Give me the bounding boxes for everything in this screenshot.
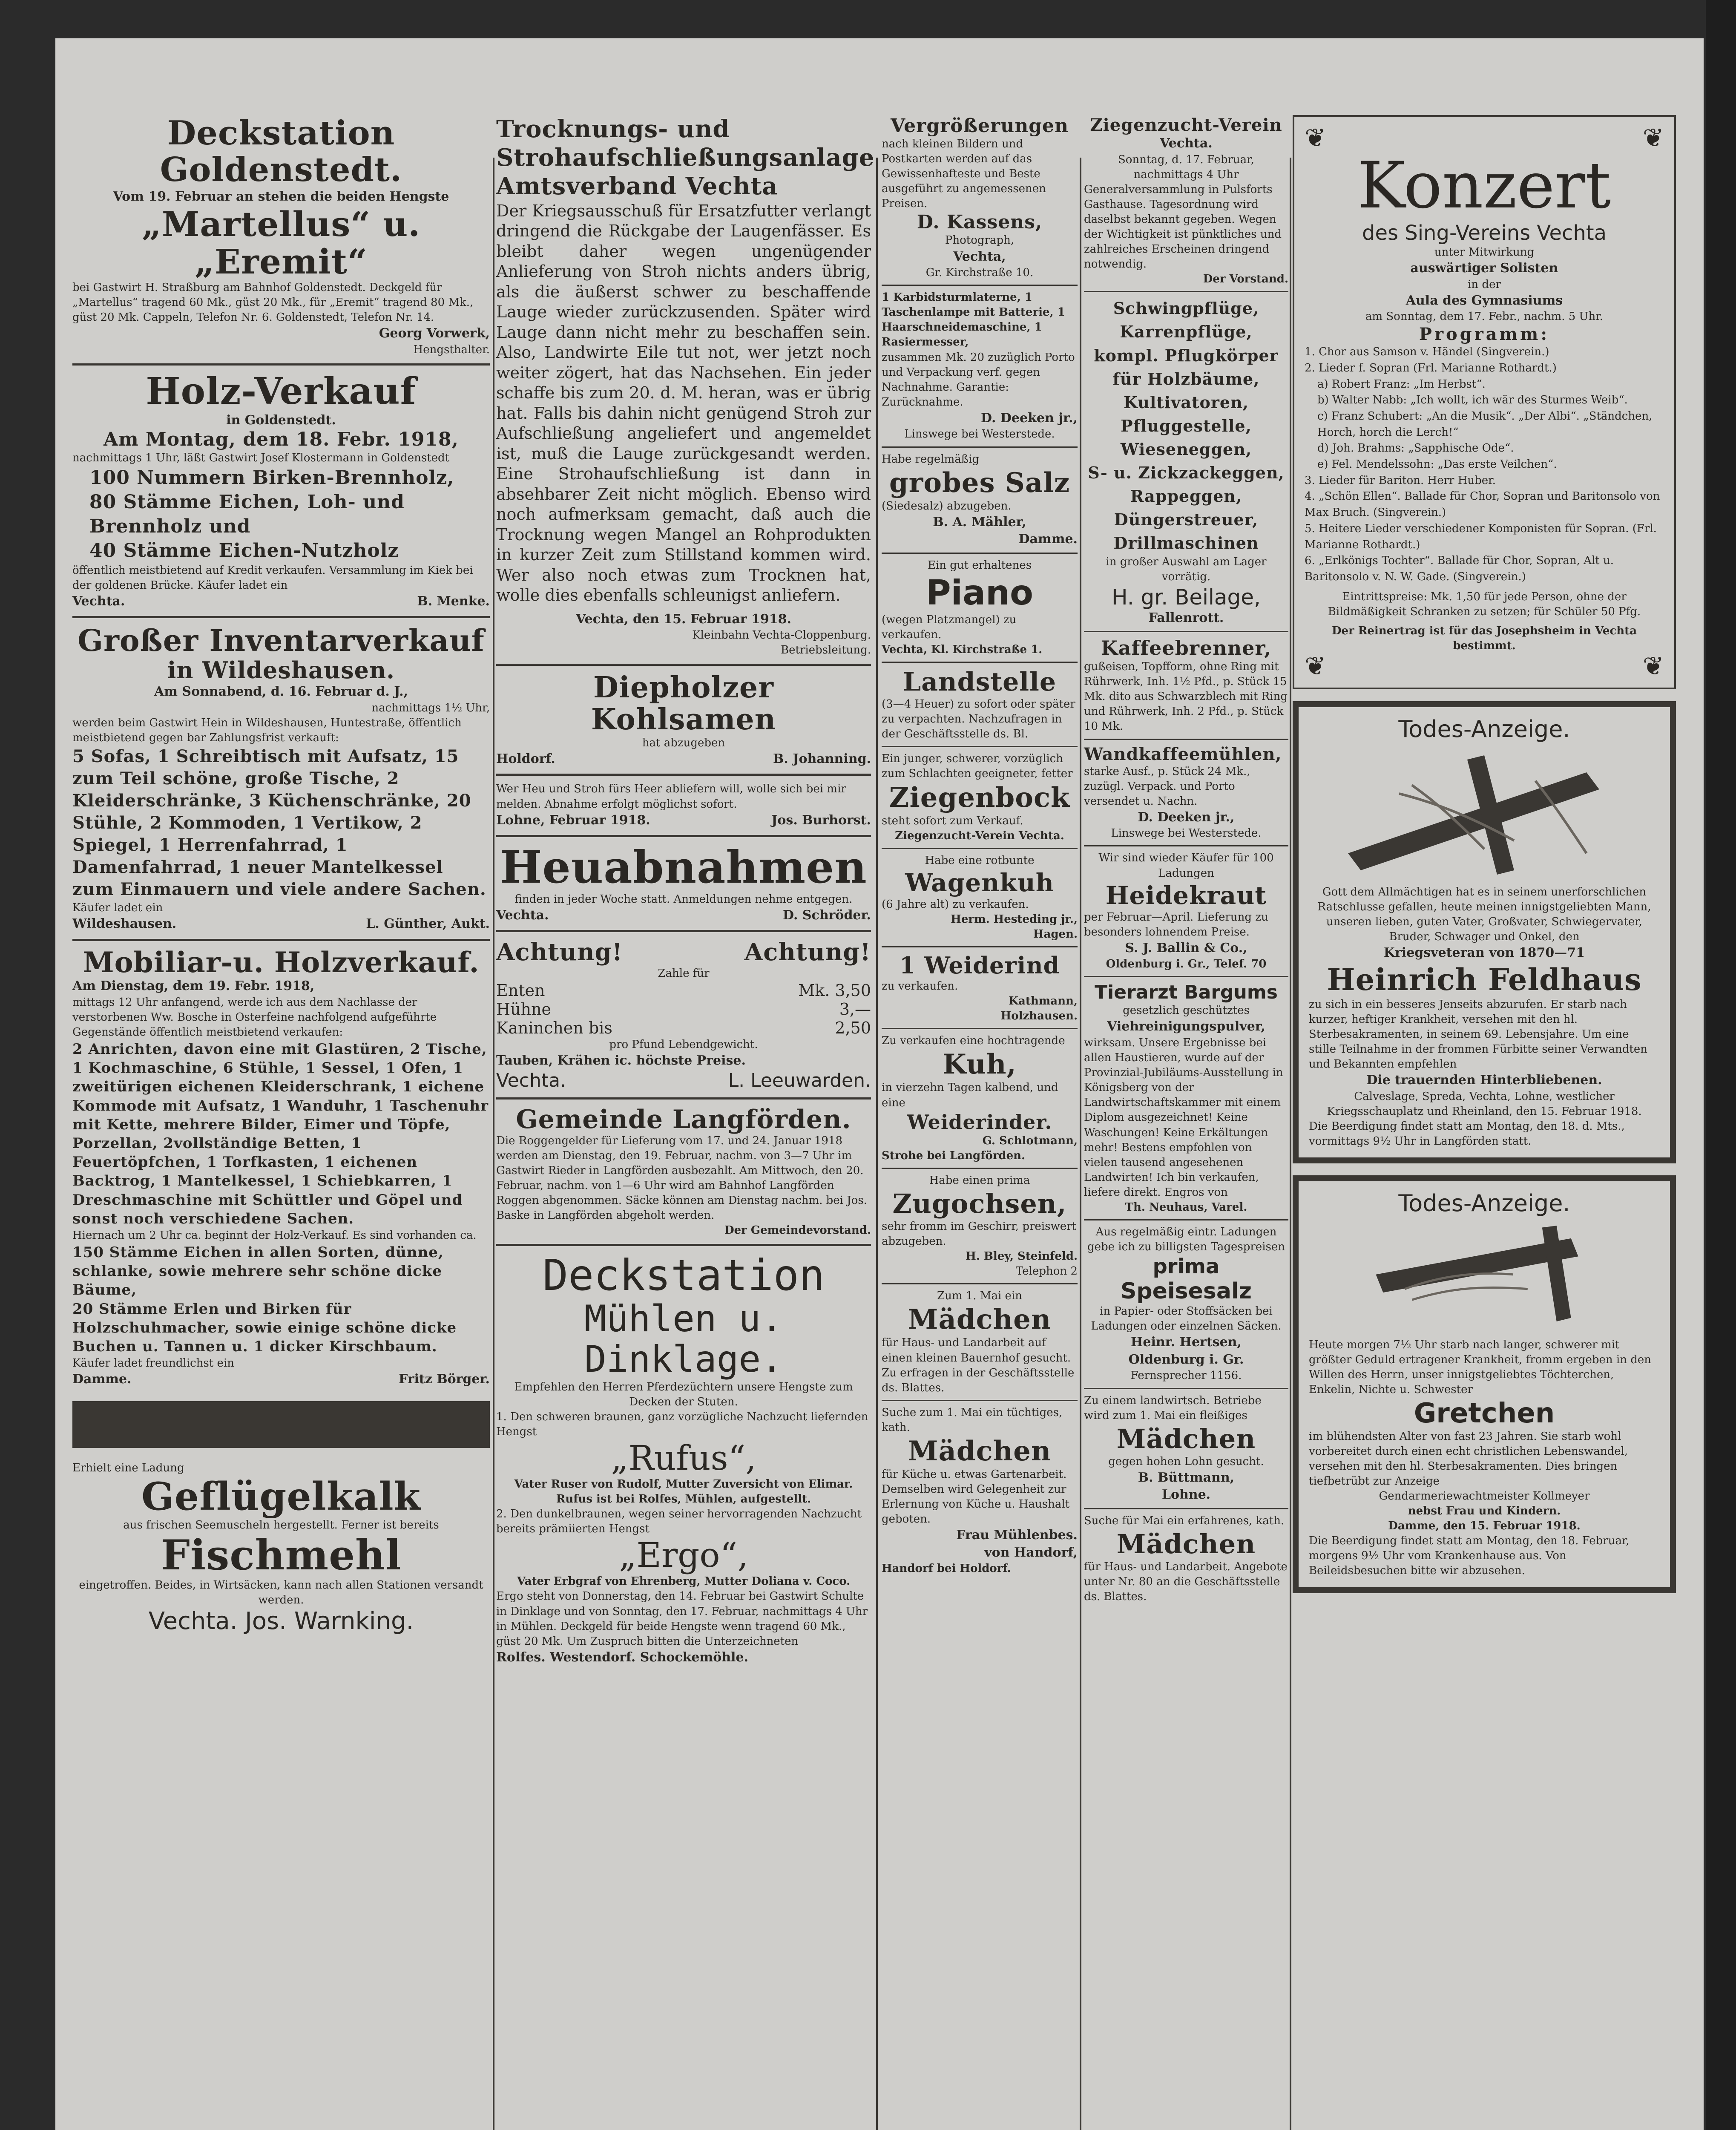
price-item: Enten	[496, 981, 545, 1000]
ad-name: B. Büttmann,	[1138, 1470, 1235, 1485]
ad-item: 150 Stämme Eichen in allen Sorten, dünne, schlanke, sowie mehrere sehr schöne dicke Bäume,	[72, 1244, 444, 1299]
ad-heidekraut	[1084, 851, 1288, 972]
program-item: d) Joh. Brahms: „Sapphische Ode“.	[1317, 442, 1514, 455]
program-item: b) Walter Nabb: „Ich wollt, ich wär des Sturmes Weib“.	[1317, 394, 1628, 407]
price-item: Kaninchen bis	[496, 1019, 612, 1038]
price-row	[496, 1019, 871, 1037]
ad-footer	[72, 593, 490, 610]
ad-body: starke Ausf., p. Stück 24 Mk., zuzügl. Verpack. und Porto versendet u. Nachn.	[1084, 765, 1250, 808]
ad-maedchen-4	[1084, 1514, 1288, 1604]
ad-tierarzt	[1084, 982, 1288, 1215]
ad-mobiliar	[72, 947, 490, 1388]
ad-maedchen-1	[882, 1289, 1078, 1395]
ad-item: 100 Nummern Birken-Brennholz,	[89, 466, 454, 489]
ad-intro: Zu verkaufen eine hochtragende	[882, 1034, 1065, 1048]
ad-note: aus frischen Seemuscheln hergestellt. Ferner ist bereits	[123, 1518, 439, 1531]
ad-item: 20 Stämme Erlen und Birken für Holzschuhmacher, sowie einige schöne dicke Buchen u. Tannen u. 1 dicker Kirschbaum.	[72, 1300, 457, 1355]
ad-footer	[496, 812, 871, 829]
ad-items	[72, 466, 490, 563]
ad-signature: Vechta. Jos. Warnking.	[148, 1607, 414, 1635]
column-rule	[1080, 158, 1081, 2130]
ad-title: Zugochsen,	[892, 1188, 1067, 1219]
ad-title: Vergrößerungen	[891, 115, 1069, 137]
ad-invite: Käufer ladet freundlichst ein	[72, 1357, 234, 1370]
flourish-icon: ❦	[1305, 651, 1326, 681]
ad-addr: Linswege bei Westerstede.	[1111, 827, 1262, 840]
ad-body: für Haus- und Landarbeit auf einen kleinen Bauernhof gesucht. Zu erfragen in der Geschäftsstelle ds. Blattes.	[882, 1336, 1075, 1394]
ad-heuabnahmen	[496, 843, 871, 924]
ad-date: Sonntag, d. 17. Februar, nachmittags 4 Uhr	[1118, 153, 1255, 181]
program-title: Programm:	[1419, 324, 1550, 345]
column-3	[882, 115, 1078, 1576]
ad-intro: Ein junger, schwerer, vorzüglich zum Schlachten geeigneter, fetter	[882, 752, 1073, 780]
ad-body: Ergo steht von Donnerstag, den 14. Februar bei Gastwirt Schulte in Dinklage und von Sonntag, den 17. Februar, nachmittags 4 Uhr in Mühlen. Deckgeld für beide Hengste wenn tragend 60 Mk., güst 20 Mk. Um Zuspruch bitten die Unterzeichneten	[496, 1590, 868, 1648]
ad-item: Pfluggestelle,	[1121, 416, 1252, 435]
ad-body: steht sofort zum Verkauf.	[882, 814, 1023, 827]
ad-addr: Handorf bei Holdorf.	[882, 1562, 1011, 1575]
ad-title: Mädchen	[908, 1435, 1052, 1467]
cross-wreath-icon	[1309, 743, 1660, 883]
program-item: 1. Chor aus Samson v. Händel (Singverein.)	[1305, 345, 1549, 359]
ad-intro: Wir sind wieder Käufer für 100 Ladungen	[1098, 852, 1274, 880]
ad-title: Mobiliar-u. Holzverkauf.	[83, 945, 480, 979]
ad-title: Piano	[926, 573, 1033, 613]
ad-line: unter Mitwirkung	[1434, 246, 1535, 259]
ad-intro: Suche zum 1. Mai ein tüchtiges, kath.	[882, 1406, 1063, 1434]
ad-signature: B. Menke.	[417, 593, 490, 609]
ad-todes-anzeige-2	[1293, 1175, 1676, 1593]
ad-landstelle	[882, 667, 1078, 742]
ad-name: Frau Mühlenbes.	[956, 1528, 1078, 1543]
ad-name: B. A. Mähler,	[933, 514, 1026, 530]
ad-addr: Gr. Kirchstraße 10.	[925, 266, 1034, 279]
ad-title: 1 Weiderind	[899, 952, 1060, 979]
ad-body: zu verkaufen.	[882, 980, 958, 993]
ad-title-2: Mühlen u. Dinklage.	[584, 1298, 783, 1381]
ad-title: Deckstation Goldenstedt.	[160, 114, 402, 189]
ad-place: Lohne.	[1161, 1487, 1211, 1503]
ad-footer	[496, 751, 871, 768]
ad-date: Damme, den 15. Februar 1918.	[1388, 1520, 1581, 1533]
ad-item: Karrenpflüge,	[1120, 322, 1253, 342]
ad-speisesalz	[1084, 1225, 1288, 1383]
ad-note: pro Pfund Lebendgewicht.	[609, 1038, 758, 1051]
ad-signature: Gendarmeriewachtmeister Kollmeyer	[1379, 1489, 1590, 1503]
ad-sub: Zahle für	[658, 967, 710, 980]
ad-title: Wagenkuh	[905, 868, 1054, 897]
ad-para: 2. Den dunkelbraunen, wegen seiner hervorragenden Nachzucht bereits prämiierten Hengst	[496, 1508, 862, 1536]
ad-body: in vierzehn Tagen kalbend, und eine	[882, 1081, 1058, 1109]
scan-edge	[1706, 0, 1736, 2130]
ad-place: Hagen.	[1033, 928, 1078, 941]
ad-title-2: Fischmehl	[161, 1531, 402, 1579]
flourish-icon: ❦	[1305, 123, 1326, 153]
ad-place: in Wildeshausen.	[167, 656, 395, 684]
ad-intro: Habe regelmäßig	[882, 452, 980, 466]
ad-headline: „Martellus“ u. „Eremit“	[141, 204, 421, 282]
ad-body: in Papier- oder Stoffsäcken bei Ladungen oder einzelnen Säcken.	[1091, 1305, 1282, 1333]
ad-sub: (Siedesalz) abzugeben.	[882, 499, 1012, 512]
ad-body: für Küche u. etwas Gartenarbeit. Demselben wird Gelegenheit zur Erlernung von Küche u. Haushalt geboten.	[882, 1468, 1070, 1526]
deceased-name: Heinrich Feldhaus	[1327, 961, 1642, 997]
ad-holz-verkauf	[72, 371, 490, 610]
ad-signature: D. Schröder.	[783, 907, 871, 923]
price-value: 2,50	[835, 1019, 871, 1038]
program-item: c) Franz Schubert: „An die Musik“. „Der Albi“. „Ständchen, Horch, horch die Lerch!“	[1317, 410, 1653, 439]
ad-date: Vechta, den 15. Februar 1918.	[576, 611, 791, 627]
ad-title: Mädchen	[908, 1304, 1052, 1336]
ad-note: eingetroffen. Beides, in Wirtsäcken, kann nach allen Stationen versandt werden.	[79, 1578, 483, 1606]
ad-deckstation-goldenstedt	[72, 115, 490, 357]
ad-title: Achtung!	[496, 938, 623, 967]
printed-dark-bar	[72, 1401, 490, 1448]
ad-todes-anzeige-1	[1293, 701, 1676, 1163]
ad-trocknung	[496, 115, 875, 658]
ad-rank: Kriegsveteran von 1870—71	[1383, 945, 1585, 961]
ad-item: Wieseneggen,	[1120, 439, 1252, 459]
ad-tel: Fernsprecher 1156.	[1130, 1369, 1242, 1382]
ad-title: Trocknungs- und Strohaufschließungsanlage Amtsverband Vechta	[496, 115, 875, 201]
ad-weiderind	[882, 952, 1078, 1024]
ad-body: sehr fromm im Geschirr, preiswert abzugeben.	[882, 1220, 1076, 1248]
ad-place: Vechta.	[496, 1069, 566, 1091]
ad-body: Die Roggengelder für Lieferung vom 17. und 24. Januar 1918 werden am Dienstag, den 19. Februar, nachm. von 3—7 Uhr im Gastwirt Rieder in Langförden ausbezahlt. Am Mittwoch, den 20. Februar, nachm. von 1—6 Uhr wird am Bahnhof Langförden Roggen abgenommen. Säcke können am Dienstag nachm. bei Jos. Baske in Langförden abgeholt werden.	[496, 1134, 867, 1222]
ad-zugochsen	[882, 1173, 1078, 1279]
ad-place: Vechta,	[953, 249, 1006, 264]
ad-body: zusammen Mk. 20 zuzüglich Porto und Verpackung verf. gegen Nachnahme. Garantie: Zurücknahme.	[882, 351, 1075, 409]
ad-intro: mittags 12 Uhr anfangend, werde ich aus dem Nachlasse der verstorbenen Ww. Bosche in Osterfeine nachfolgend aufgeführte Gegenstände öffentlich meistbietend verkaufen:	[72, 996, 437, 1039]
ad-kaffeebrenner	[1084, 636, 1288, 734]
ad-kohlsamen	[496, 672, 871, 768]
ad-title-2: Speisesalz	[1120, 1278, 1252, 1304]
ad-maedchen-3	[1084, 1393, 1288, 1504]
program-item: a) Robert Franz: „Im Herbst“.	[1317, 377, 1486, 391]
horse-name: „Rufus“,	[611, 1438, 756, 1478]
program-list	[1305, 344, 1664, 585]
ornament-top	[1305, 125, 1664, 151]
ad-body: Wer Heu und Stroh fürs Heer abliefern will, wolle sich bei mir melden. Abnahme erfolgt möglichst sofort.	[496, 783, 846, 811]
ad-signature: Der Vorstand.	[1203, 273, 1288, 286]
program-item: 4. „Schön Ellen“. Ballade für Chor, Sopran und Baritonsolo von Max Bruch. (Singverein.)	[1305, 490, 1660, 519]
ad-title: Wandkaffeemühlen,	[1084, 744, 1282, 764]
ad-intro: Habe einen prima	[929, 1174, 1030, 1187]
ad-title: grobes Salz	[889, 466, 1070, 499]
ad-place: Strohe bei Langförden.	[882, 1149, 1026, 1162]
ad-item: Drillmaschinen	[1113, 533, 1259, 553]
ad-title: Achtung!	[744, 938, 871, 967]
price-value: 3,—	[839, 1000, 871, 1019]
ad-sub: Photograph,	[945, 234, 1015, 247]
horse-info: Vater Ruser von Rudolf, Mutter Zuversicht von Elimar. Rufus ist bei Rolfes, Mühlen, aufgestellt.	[514, 1478, 853, 1506]
ad-intro: Aus regelmäßig eintr. Ladungen gebe ich zu billigsten Tagespreisen	[1087, 1226, 1285, 1254]
ad-date: Am Dienstag, dem 19. Febr. 1918,	[72, 979, 315, 994]
ad-name: H. gr. Beilage,	[1112, 584, 1261, 610]
column-rule	[1290, 158, 1291, 2130]
program-item: 6. „Erlkönigs Tochter“. Ballade für Chor, Sopran, Alt u. Baritonsolo v. N. W. Gade. (Singverein.)	[1305, 554, 1614, 583]
ad-addr: Linswege bei Westerstede.	[904, 428, 1055, 441]
ad-item: Rappeggen,	[1130, 486, 1242, 506]
ad-line: in der	[1468, 278, 1501, 291]
ad-item: Düngerstreuer,	[1114, 510, 1259, 530]
ad-signature: Der Gemeindevorstand.	[724, 1224, 871, 1237]
ad-salz	[882, 452, 1078, 548]
ad-item: für Holzbäume,	[1112, 369, 1260, 389]
ad-prices: Eintrittspreise: Mk. 1,50 für jede Person, ohne der Bildmäßigkeit Schranken zu setzen; für Schüler 50 Pfg.	[1328, 590, 1641, 618]
ad-vergroesserungen	[882, 115, 1078, 280]
ad-achtung	[496, 938, 871, 1091]
ad-date: Lohne, Februar 1918.	[496, 812, 650, 828]
ad-title: prima	[1153, 1255, 1220, 1279]
ad-note: Der Reinertrag ist für das Josephsheim in Vechta bestimmt.	[1331, 624, 1637, 652]
ad-signature: Rolfes. Westendorf. Schockemöhle.	[496, 1649, 748, 1665]
ad-gemeinde-langfoerden	[496, 1105, 871, 1238]
ad-title: Landstelle	[902, 667, 1057, 697]
ad-name: D. Deeken jr.,	[1138, 809, 1235, 825]
ad-place: Oldenburg i. Gr.	[1128, 1352, 1244, 1367]
ad-title: Geflügelkalk	[141, 1474, 421, 1519]
ad-title: Ziegenbock	[889, 781, 1070, 814]
ad-footer	[496, 907, 871, 924]
ad-body: Empfehlen den Herren Pferdezüchtern unsere Hengste zum Decken der Stuten.	[514, 1380, 853, 1408]
ad-ziegenzucht-verein	[1084, 115, 1288, 287]
ad-intro: nachmittags 1 Uhr, läßt Gastwirt Josef Klostermann in Goldenstedt	[72, 451, 450, 464]
ad-note: Hiernach um 2 Uhr ca. beginnt der Holz-Verkauf. Es sind vorhanden ca.	[72, 1229, 477, 1242]
ad-kuh	[882, 1033, 1078, 1163]
ad-item: S- u. Zickzackeggen,	[1088, 463, 1285, 482]
ad-body: per Februar—April. Lieferung zu besonders lohnendem Preise.	[1084, 910, 1268, 938]
ad-title: Todes-Anzeige.	[1398, 1190, 1570, 1217]
ad-signature: L. Günther, Aukt.	[366, 916, 490, 932]
ad-inventarverkauf	[72, 624, 490, 933]
ad-warnking	[72, 1461, 490, 1635]
ad-kaffeemuehlen	[1084, 744, 1288, 841]
ad-intro: Ein gut erhaltenes	[927, 558, 1032, 572]
ad-line: auswärtiger Solisten	[1410, 261, 1558, 276]
ad-name: S. J. Ballin & Co.,	[1125, 940, 1247, 956]
ornament-bottom	[1305, 653, 1664, 679]
horse-name: „Ergo“,	[619, 1535, 748, 1575]
ad-body: bei Gastwirt H. Straßburg am Bahnhof Goldenstedt. Deckgeld für „Martellus“ tragend 60 Mk., güst 20 Mk., für „Eremit“ tragend 80 Mk., güst 20 Mk. Cappeln, Telefon Nr. 6. Goldenstedt, Telefon Nr. 14.	[72, 281, 474, 324]
ad-intro: Habe eine rotbunte	[925, 854, 1035, 867]
ad-item: Kultivatoren,	[1124, 392, 1249, 412]
ad-title: Gemeinde Langförden.	[516, 1104, 851, 1134]
ad-title: Kuh,	[943, 1048, 1017, 1081]
flourish-icon: ❦	[1642, 651, 1664, 681]
ad-footer	[496, 1070, 871, 1091]
program-item: e) Fel. Mendelssohn: „Das erste Veilchen“.	[1317, 458, 1557, 471]
ad-burial: Die Beerdigung findet statt am Montag, den 18. d. Mts., vormittags 9½ Uhr in Langförden statt.	[1309, 1120, 1625, 1148]
ad-place: Vechta.	[72, 593, 125, 609]
ad-mourners: Die trauernden Hinterbliebenen.	[1366, 1073, 1602, 1088]
ad-title: Heuabnahmen	[500, 841, 867, 894]
ad-body: wirksam. Unsere Ergebnisse bei allen Haustieren, wurde auf der Provinzial-Jubiläums-Ausstellung in Königsberg von der Landwirtschaftskammer mit einem Diplom ausgezeichnet! Keine Waschungen! Keine Erkältungen mehr! Bestens empfohlen von vielen tausend angesehenen Landwirten! Ich bin verkaufen, liefere direkt. Engros von	[1084, 1036, 1283, 1199]
ad-title: Mädchen	[1116, 1423, 1256, 1454]
program-item: 2. Lieder f. Sopran (Frl. Marianne Rothardt.)	[1305, 361, 1557, 374]
ad-karbid	[882, 290, 1078, 442]
ad-intro: Erhielt eine Ladung	[72, 1461, 184, 1474]
ad-addr: Vechta, Kl. Kirchstraße 1.	[882, 643, 1043, 656]
ad-signature: Kleinbahn Vechta-Cloppenburg.	[692, 629, 871, 642]
ad-place: Holdorf.	[496, 751, 555, 766]
ad-body: Tauben, Krähen ic. höchste Preise.	[496, 1053, 746, 1068]
ad-title: Konzert	[1357, 149, 1611, 223]
ad-title: Holz-Verkauf	[146, 369, 417, 413]
ad-signature: Georg Vorwerk,	[379, 326, 490, 341]
ad-body-2: im blühendsten Alter von fast 23 Jahren. Sie starb wohl vorbereitet durch einen echt christlichen Lebenswandel, versehen mit den hl. Sterbesakramenten. Dies bringen tiefbetrübt zur Anzeige	[1309, 1430, 1628, 1488]
ad-signature-title: Hengsthalter.	[413, 343, 490, 356]
ad-ziegenbock	[882, 751, 1078, 843]
ad-body: (6 Jahre alt) zu verkaufen.	[882, 898, 1029, 911]
ad-intro: Zum 1. Mai ein	[937, 1290, 1022, 1303]
price-row	[496, 981, 871, 1000]
ad-place: Damme.	[1018, 532, 1078, 547]
ad-intro: werden beim Gastwirt Hein in Wildeshausen, Huntestraße, öffentlich meistbietend gegen bar Zahlungsfrist verkauft:	[72, 716, 462, 744]
ad-body-2: zu sich in ein besseres Jenseits abzurufen. Er starb nach kurzer, heftiger Krankheit, versehen mit den hl. Sterbesakramenten, in seinem 69. Lebensjahre. Um eine stille Teilnahme in der frommen Fürbitte seiner Verwandten und Bekannten empfehlen	[1309, 998, 1648, 1071]
ad-body: nach kleinen Bildern und Postkarten werden auf das Gewissenhafteste und Beste ausgeführt zu angemessenen Preisen.	[882, 138, 1046, 210]
ad-footer	[72, 915, 490, 933]
ad-name: Kathmann,	[1009, 995, 1078, 1008]
ad-title-2: Weiderinder.	[907, 1110, 1052, 1134]
ad-body: Heute morgen 7½ Uhr starb nach langer, schwerer mit größter Geduld ertragener Krankheit, fromm ergeben in den Willen des Herrn, unser innigstgeliebtes Töchterchen, Enkelin, Nichte u. Schwester	[1309, 1338, 1651, 1396]
ad-intro: Suche für Mai ein erfahrenes, kath.	[1084, 1514, 1285, 1527]
ad-addr: Oldenburg i. Gr., Telef. 70	[1106, 958, 1267, 971]
ad-footer	[72, 1371, 490, 1388]
ad-title: Großer Inventarverkauf	[78, 623, 485, 659]
ad-name: H. Bley, Steinfeld.	[966, 1250, 1078, 1263]
ad-signature: Fritz Börger.	[398, 1372, 490, 1387]
horse-info: Vater Erbgraf von Ehrenberg, Mutter Doliana v. Coco.	[517, 1575, 851, 1588]
column-1	[72, 115, 490, 1635]
column-4	[1084, 115, 1288, 1604]
ad-wagenkuh	[882, 853, 1078, 942]
ad-product: Viehreinigungspulver,	[1107, 1019, 1265, 1034]
ad-place: Damme.	[72, 1372, 132, 1387]
ad-title: Diepholzer Kohlsamen	[591, 671, 776, 737]
ad-sub: des Sing-Vereins Vechta	[1362, 221, 1607, 245]
ad-time: nachmittags 1½ Uhr,	[371, 701, 490, 714]
ad-title: Tierarzt Bargums	[1095, 982, 1278, 1004]
ad-name: D. Kassens,	[917, 211, 1043, 233]
column-5	[1293, 115, 1676, 1593]
ad-signature-title: Betriebsleitung.	[781, 644, 871, 657]
ad-name-2: von Handorf,	[984, 1545, 1078, 1560]
ad-body: gußeisen, Topfform, ohne Ring mit Rührwerk, Inh. 1½ Pfd., p. Stück 15 Mk. dito aus Schwarzblech mit Ring und Rührwerk, Inh. 2 Pfd., p. Stück 10 Mk.	[1084, 660, 1288, 733]
ad-date: Am Montag, dem 18. Febr. 1918,	[103, 429, 459, 451]
ad-maedchen-2	[882, 1405, 1078, 1577]
cross-wreath-icon	[1309, 1217, 1660, 1336]
ad-name: G. Schlotmann,	[982, 1134, 1078, 1147]
ad-title: Heidekraut	[1105, 881, 1267, 910]
ad-title: Ziegenzucht-Verein	[1090, 115, 1282, 135]
ad-items	[1084, 296, 1288, 555]
ad-body: gegen hohen Lohn gesucht.	[1108, 1455, 1264, 1468]
ad-place: Vechta.	[1160, 136, 1213, 151]
ad-signature: L. Leeuwarden.	[728, 1069, 871, 1091]
ad-sub: hat abzugeben	[642, 736, 725, 749]
program-item: 5. Heitere Lieder verschiedener Komponisten für Sopran. (Frl. Marianne Rothardt.)	[1305, 522, 1657, 551]
ad-place: Fallenrott.	[1148, 610, 1224, 625]
ad-signature: Jos. Burhorst.	[771, 812, 871, 828]
ad-intro: Zu einem landwirtsch. Betriebe wird zum 1. Mai ein fleißiges	[1084, 1394, 1262, 1422]
ad-signature: Ziegenzucht-Verein Vechta.	[895, 829, 1064, 842]
ad-signature: B. Johanning.	[773, 751, 871, 766]
deceased-name: Gretchen	[1414, 1397, 1555, 1429]
ad-title-row	[496, 938, 871, 966]
ad-name: D. Deeken jr.,	[981, 410, 1078, 426]
ad-place: in Goldenstedt.	[226, 412, 336, 428]
ad-title: Deckstation	[542, 1250, 825, 1301]
ad-place: Vechta.	[496, 907, 549, 923]
column-rule	[876, 158, 878, 2130]
ad-body: Der Kriegsausschuß für Ersatzfutter verlangt dringend die Rückgabe der Laugenfässer. Es bleibt daher wegen ungenügender Anlieferung von Stroh nichts anders übrig, als die äußerst schwer zu beschaffende Lauge wieder zurückzusenden. Später wird Lauge dann nicht mehr zu beschaffen sein. Also, Landwirte Eile tut not, wer jetzt noch weiter zögert, hat das Nachsehen. Ein jeder schaffe bis zum 20. d. M. heran, was er übrig hat. Falls bis dahin nicht genügend Stroh zur Aufschließung angeliefert und angemeldet ist, muß die Lauge zurückgesandt werden. Eine Strohaufschließung ist dann in absehbarer Zeit nicht möglich. Ebenso wird noch aufmerksam gemacht, daß auch die Trocknung wegen Mangel an Rohprodukten in kurzer Zeit zum Stillstand kommen wird. Wer also noch etwas zum Trocknen hat, wolle dies ebenfalls schleunigst anliefern.	[496, 201, 871, 605]
price-item: Hühne	[496, 1000, 552, 1019]
ad-body: für Haus- und Landarbeit. Angebote unter Nr. 80 an die Geschäftsstelle ds. Blattes.	[1084, 1560, 1288, 1603]
ad-body: (3—4 Heuer) zu sofort oder später zu verpachten. Nachzufragen in der Geschäftsstelle ds. Bl.	[882, 698, 1075, 741]
ad-date: Am Sonnabend, d. 16. Februar d. J.,	[154, 684, 408, 699]
program-item: 3. Lieder für Bariton. Herr Huber.	[1305, 474, 1496, 487]
ad-body: in großer Auswahl am Lager vorrätig.	[1106, 556, 1267, 584]
column-rule	[493, 158, 494, 2130]
ad-para: 1. Den schweren braunen, ganz vorzügliche Nachzucht liefernden Hengst	[496, 1410, 868, 1438]
ad-place: Holzhausen.	[1000, 1010, 1078, 1023]
column-2	[496, 115, 875, 1666]
ad-title: Mädchen	[1116, 1528, 1256, 1560]
ad-body: 5 Sofas, 1 Schreibtisch mit Aufsatz, 15 zum Teil schöne, große Tische, 2 Kleiderschränke, 3 Küchenschränke, 20 Stühle, 2 Kommoden, 1 Vertikow, 2 Spiegel, 1 Herrenfahrrad, 1 Damenfahrrad, 1 neuer Mantelkessel zum Einmauern und viele andere Sachen.	[72, 746, 486, 900]
ad-item: Schwingpflüge,	[1113, 299, 1259, 318]
ad-sub: gesetzlich geschütztes	[1123, 1004, 1250, 1017]
ad-item: 80 Stämme Eichen, Loh- und Brennholz und	[89, 491, 405, 538]
ad-tel: Telephon 2	[1015, 1265, 1078, 1278]
ad-heu-stroh	[496, 782, 871, 829]
price-value: Mk. 3,50	[798, 981, 871, 1000]
ad-items: 1 Karbidsturmlaterne, 1 Taschenlampe mit Batterie, 1 Haarschneidemaschine, 1 Rasiermesser,	[882, 291, 1065, 349]
ad-places: Calveslage, Spreda, Vechta, Lohne, westlicher Kriegsschauplatz und Rheinland, den 15. Februar 1918.	[1327, 1090, 1642, 1118]
ad-pfluege	[1084, 296, 1288, 627]
ad-burial: Die Beerdigung findet statt am Montag, den 18. Februar, morgens 9½ Uhr vom Krankenhause aus. Von Beileidsbesuchen bitte wir abzusehen.	[1309, 1534, 1630, 1577]
ad-title: Todes-Anzeige.	[1398, 715, 1570, 743]
ad-item: kompl. Pflugkörper	[1094, 345, 1279, 365]
ad-body: finden in jeder Woche statt. Anmeldungen nehme entgegen.	[514, 892, 853, 906]
ad-deckstation-muehlen	[496, 1252, 871, 1666]
ad-date: am Sonntag, dem 17. Febr., nachm. 5 Uhr.	[1365, 310, 1604, 323]
ad-piano	[882, 558, 1078, 657]
ad-body: Generalversammlung in Pulsforts Gasthause. Tagesordnung wird daselbst bekannt gegeben. Wegen der Wichtigkeit ist pünktliches und zahlreiches Erscheinen dringend notwendig.	[1084, 183, 1282, 271]
ad-invite: Käufer ladet ein	[72, 901, 163, 915]
ad-signature-2: nebst Frau und Kindern.	[1408, 1505, 1561, 1518]
ad-konzert	[1293, 115, 1676, 689]
ad-intro: Vom 19. Februar an stehen die beiden Hengste	[113, 189, 449, 204]
ad-name: Herm. Hesteding jr.,	[951, 912, 1078, 926]
ad-body: Gott dem Allmächtigen hat es in seinem unerforschlichen Ratschlusse gefallen, heute meinen innigstgeliebten Mann, unseren lieben, guten Vater, Großvater, Schwiegervater, Bruder, Schwager und Onkel, den	[1317, 885, 1651, 944]
ad-place: Wildeshausen.	[72, 916, 177, 932]
ad-item: 40 Stämme Eichen-Nutzholz	[89, 540, 399, 562]
ad-name: Heinr. Hertsen,	[1131, 1335, 1242, 1350]
ad-body: 2 Anrichten, davon eine mit Glastüren, 2 Tische, 1 Kochmaschine, 6 Stühle, 1 Sessel, 1 Ofen, 1 zweitürigen eichenen Kleiderschrank, 1 eichene Kommode mit Aufsatz, 1 Wanduhr, 1 Taschenuhr mit Kette, mehrere Bilder, Eimer und Töpfe, Porzellan, 2vollständige Betten, 1 Feuertöpfchen, 1 Torfkasten, 1 eichenen Backtrog, 1 Mantelkessel, 1 Schiebkarren, 1 Dreschmaschine mit Schüttler und Göpel und sonst noch verschiedene Sachen.	[72, 1041, 489, 1227]
ad-body: öffentlich meistbietend auf Kredit verkaufen. Versammlung im Kiek bei der goldenen Brücke. Käufer ladet ein	[72, 564, 473, 592]
price-row	[496, 1000, 871, 1019]
ad-body: (wegen Platzmangel) zu verkaufen.	[882, 613, 1017, 641]
ad-line: Aula des Gymnasiums	[1405, 293, 1563, 308]
flourish-icon: ❦	[1642, 123, 1664, 153]
ad-name: Th. Neuhaus, Varel.	[1125, 1201, 1247, 1214]
ad-title: Kaffeebrenner,	[1101, 636, 1272, 660]
